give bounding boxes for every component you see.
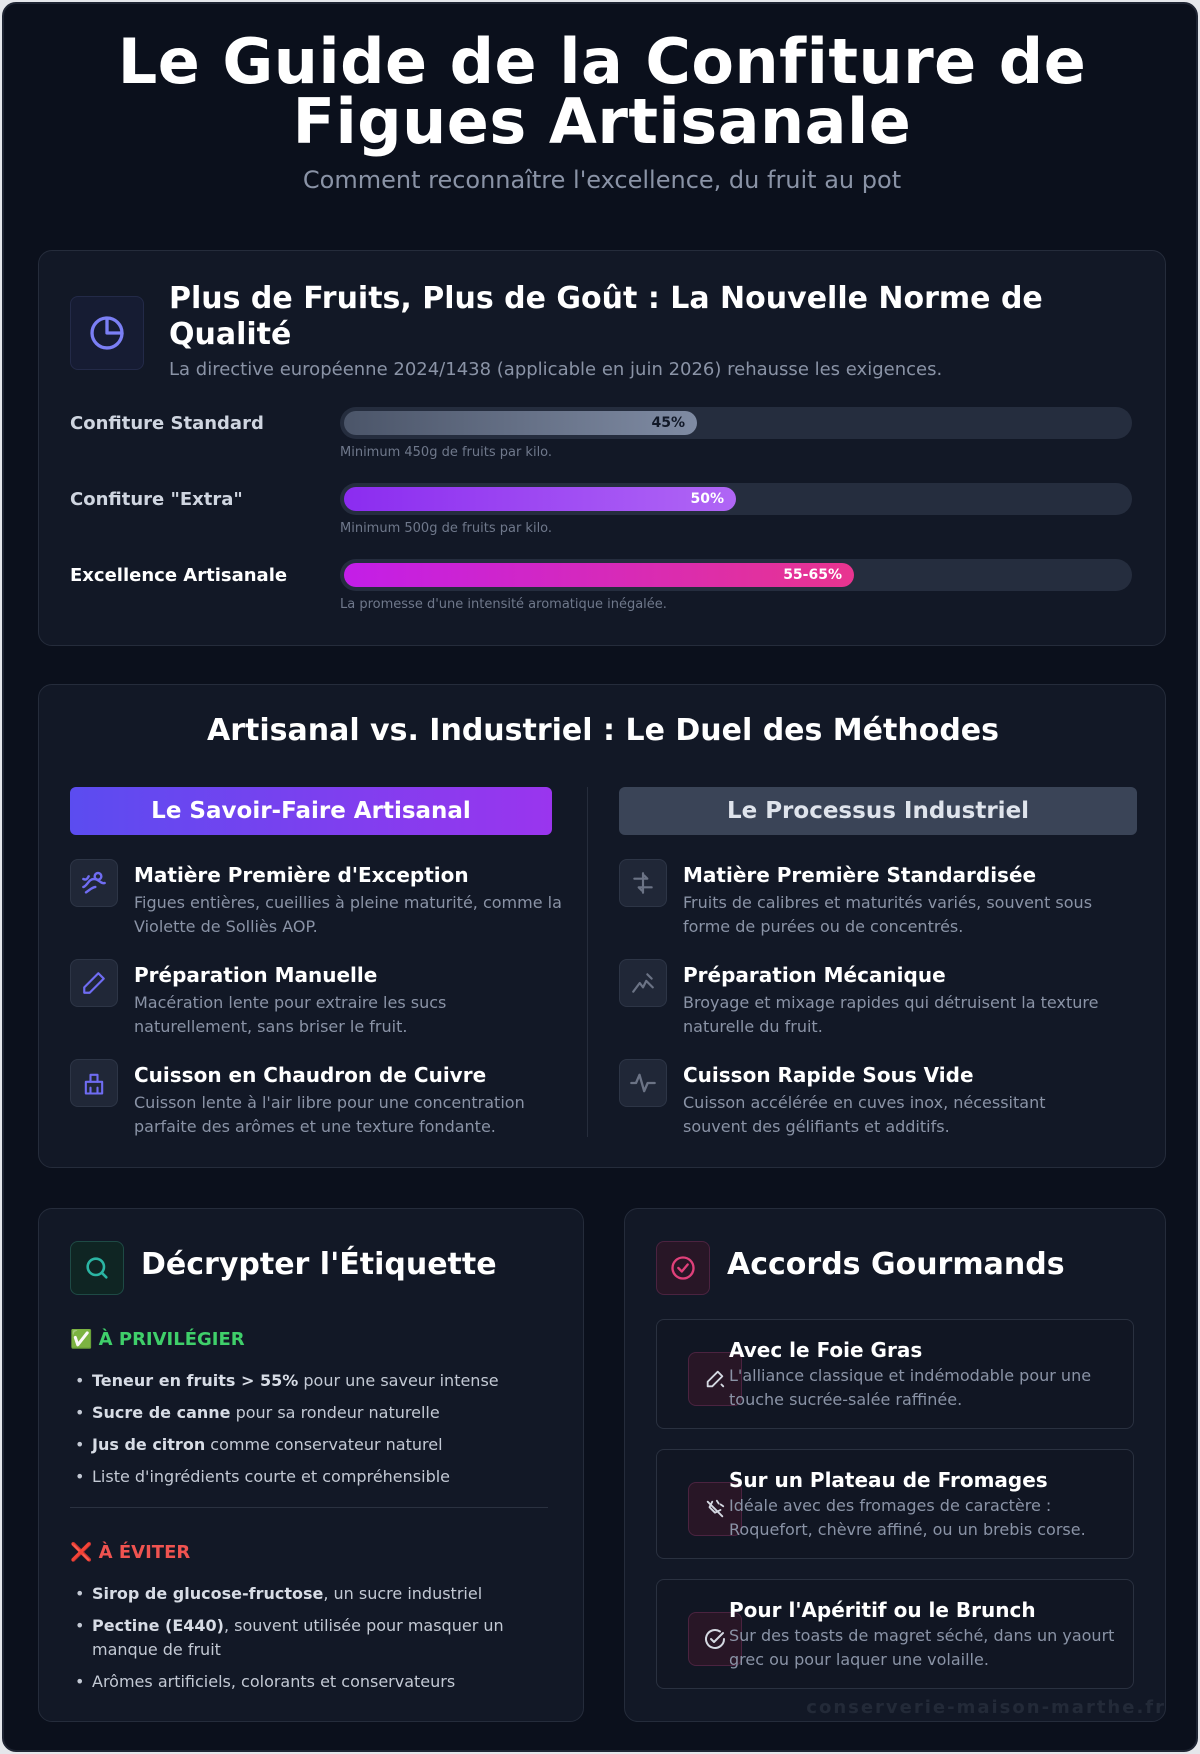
search-icon (70, 1241, 124, 1295)
bar-note: Minimum 500g de fruits par kilo. (340, 521, 553, 536)
watermark: conserverie-maison-marthe.fr (806, 1697, 1166, 1718)
method-title: Préparation Mécanique (683, 963, 946, 987)
bar-label: Confiture "Extra" (70, 489, 243, 510)
method-title: Matière Première d'Exception (134, 863, 469, 887)
duel-title: Artisanal vs. Industriel : Le Duel des Méthodes (206, 713, 999, 748)
method-description: Figues entières, cueillies à pleine maturité, comme la Violette de Solliès AOP. (134, 893, 562, 936)
bar-label: Confiture Standard (70, 413, 264, 434)
artisanal-heading: Le Savoir-Faire Artisanal (70, 787, 552, 835)
list-item: • Sirop de glucose-fructose, un sucre industriel (70, 1582, 550, 1606)
list-item: • Teneur en fruits > 55% pour une saveur intense (70, 1369, 550, 1393)
method-title: Cuisson en Chaudron de Cuivre (134, 1063, 487, 1087)
bar-track (340, 483, 1132, 515)
pairing-description: L'alliance classique et indémodable pour une touche sucrée-salée raffinée. (729, 1366, 1092, 1409)
column-divider (587, 787, 588, 1137)
pairing-description: Idéale avec des fromages de caractère : Roquefort, chèvre affiné, ou un brebis corse. (729, 1496, 1086, 1539)
pairing-title: Pour l'Apéritif ou le Brunch (729, 1598, 1036, 1622)
method-description: Cuisson lente à l'air libre pour une concentration parfaite des arômes et une texture fondante. (134, 1093, 525, 1136)
pairing-item (656, 1579, 1134, 1689)
pie-chart-icon (70, 296, 144, 370)
bar-row-extra (70, 483, 1130, 543)
method-description: Fruits de calibres et maturités variés, souvent sous forme de purées ou de concentrés. (683, 893, 1093, 936)
pairing-title: Avec le Foie Gras (729, 1338, 923, 1362)
label-title: Décrypter l'Étiquette (141, 1247, 497, 1282)
pairings-card (624, 1208, 1166, 1722)
arrows-icon (619, 859, 667, 907)
pairing-description: Sur des toasts de magret séché, dans un yaourt grec ou pour laquer une volaille. (729, 1626, 1115, 1669)
quality-norm-card (38, 250, 1166, 646)
industrial-heading: Le Processus Industriel (619, 787, 1137, 835)
pulse-icon (619, 1059, 667, 1107)
pairing-item (656, 1449, 1134, 1559)
bar-label: Excellence Artisanale (70, 565, 288, 586)
method-title: Matière Première Standardisée (683, 863, 1037, 887)
method-description: Cuisson accélérée en cuves inox, nécessitant souvent des gélifiants et additifs. (683, 1093, 1046, 1136)
method-description: Macération lente pour extraire les sucs naturellement, sans briser le fruit. (134, 993, 447, 1036)
quality-title: Plus de Fruits, Plus de Goût : La Nouvelle Norme de Qualité (169, 281, 1043, 352)
bar-note: La promesse d'une intensité aromatique inégalée. (340, 597, 667, 612)
page-title: Le Guide de la Confiture de Figues Artisanale (117, 25, 1087, 158)
check-circle-icon (656, 1241, 710, 1295)
bar-fill: 55-65% (344, 563, 854, 587)
bar-note: Minimum 450g de fruits par kilo. (340, 445, 553, 460)
avoid-list (70, 1582, 550, 1694)
pairing-item (656, 1319, 1134, 1429)
bar-row-standard (70, 407, 1130, 467)
section-divider (70, 1507, 548, 1508)
header (4, 25, 1198, 194)
favor-list (70, 1369, 550, 1489)
favor-heading: ✅ À PRIVILÉGIER (70, 1329, 245, 1350)
list-item: • Arômes artificiels, colorants et conservateurs (70, 1670, 550, 1694)
method-description: Broyage et mixage rapides qui détruisent la texture naturelle du fruit. (683, 993, 1099, 1036)
bar-row-artisanal (70, 559, 1130, 619)
methods-duel-card (38, 684, 1166, 1168)
pencil-icon (70, 959, 118, 1007)
pairings-title: Accords Gourmands (727, 1247, 1065, 1282)
pairing-title: Sur un Plateau de Fromages (729, 1468, 1048, 1492)
fig-icon (70, 859, 118, 907)
bar-track (340, 559, 1132, 591)
list-item: • Pectine (E440), souvent utilisée pour masquer un manque de fruit (70, 1614, 550, 1662)
list-item: • Jus de citron comme conservateur naturel (70, 1433, 550, 1457)
method-title: Cuisson Rapide Sous Vide (683, 1063, 974, 1087)
page-subtitle: Comment reconnaître l'excellence, du fruit au pot (302, 166, 902, 194)
bar-fill: 45% (344, 411, 697, 435)
label-decoding-card (38, 1208, 584, 1722)
infographic-page (2, 2, 1198, 1752)
list-item: • Liste d'ingrédients courte et compréhensible (70, 1465, 550, 1489)
machine-icon (619, 959, 667, 1007)
list-item: • Sucre de canne pour sa rondeur naturelle (70, 1401, 550, 1425)
quality-subtitle: La directive européenne 2024/1438 (applicable en juin 2026) rehausse les exigences. (169, 359, 943, 380)
avoid-heading: ❌ À ÉVITER (70, 1542, 191, 1563)
method-title: Préparation Manuelle (134, 963, 378, 987)
bar-track (340, 407, 1132, 439)
bar-fill: 50% (344, 487, 736, 511)
pot-icon (70, 1059, 118, 1107)
